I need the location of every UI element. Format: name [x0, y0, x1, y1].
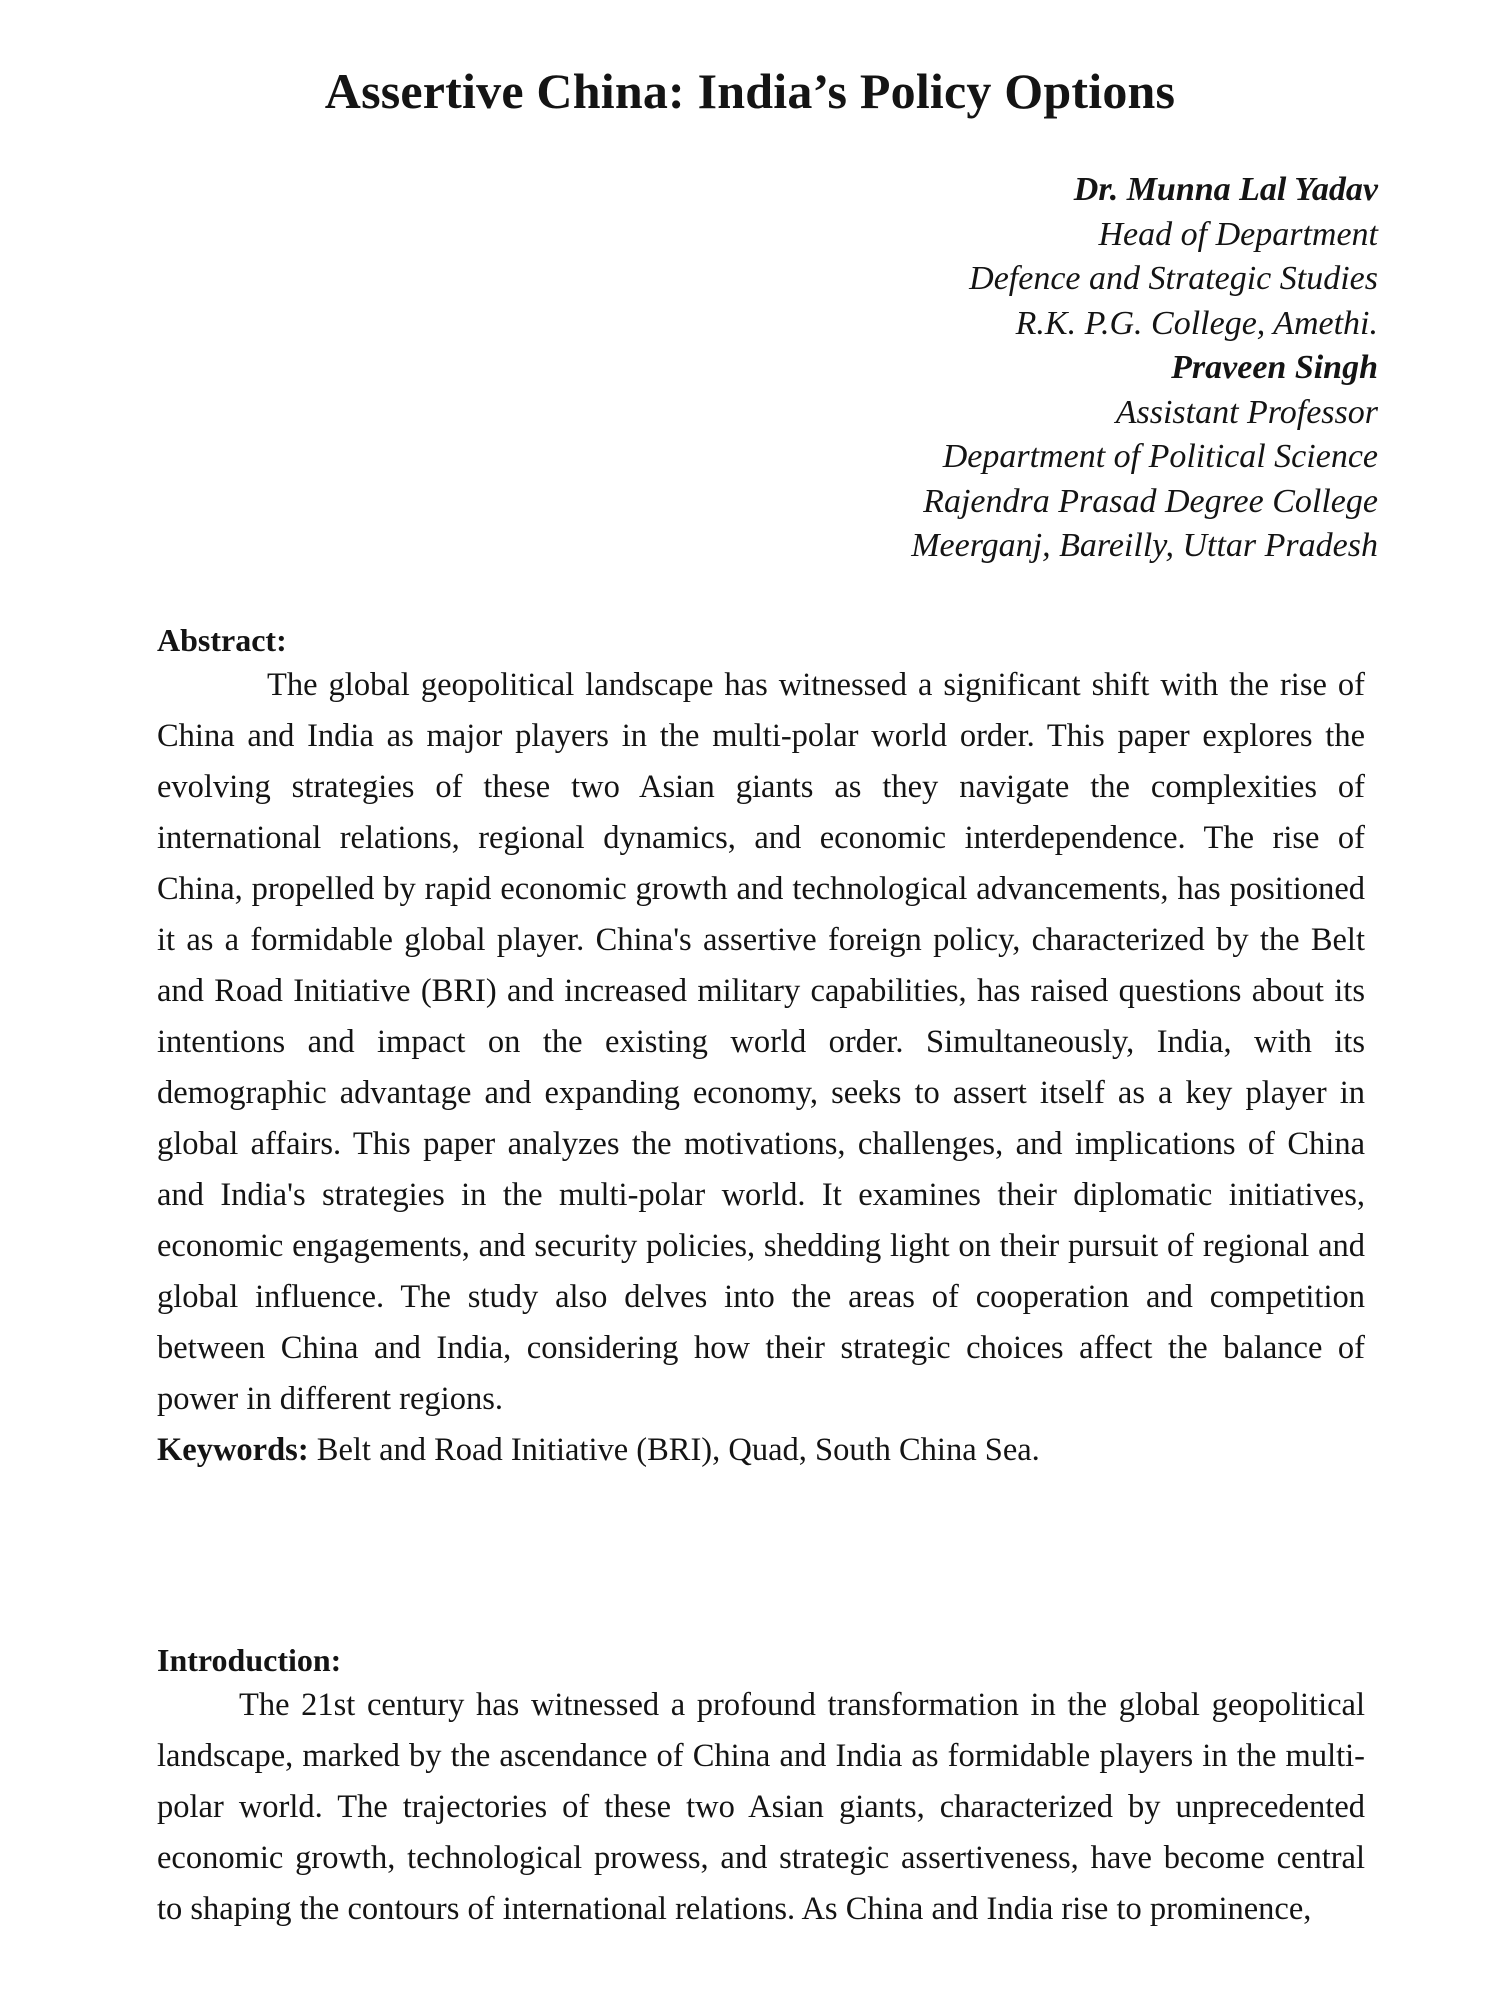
keywords-text: Belt and Road Initiative (BRI), Quad, South China Sea.: [316, 1432, 1040, 1468]
author-name: Dr. Munna Lal Yadav: [1073, 171, 1378, 208]
author-affiliation-line: Defence and Strategic Studies: [969, 260, 1378, 297]
author-affiliation-line: Head of Department: [1098, 215, 1378, 253]
author-affiliation-line: Meerganj, Bareilly, Uttar Pradesh: [911, 527, 1378, 564]
abstract-text: The global geopolitical landscape has witnessed a significant shift with the rise of China and India as major players in the multi-polar world order. This paper explores the evolving strategies of these two Asian giants as they navigate the complexities of international relations, regional dynamics, and economic interdependence. The rise of China, propelled by rapid economic growth and technological advancements, has positioned it as a formidable global player. China's assertive foreign policy, characterized by the Belt and Road Initiative (BRI) and increased military capabilities, has raised questions about its intentions and impact on the existing world order. Simultaneously, India, with its demographic advantage and expanding economy, seeks to assert itself as a key player in global affairs. This paper analyzes the motivations, challenges, and implications of China and India's strategies in the multi-polar world. It examines their diplomatic initiatives, economic engagements, and security policies, shedding light on their pursuit of regional and global influence. The study also delves into the areas of cooperation and competition between China and India, considering how their strategic choices affect the balance of power in different regions.: [157, 667, 1365, 1417]
author-affiliation-line: Rajendra Prasad Degree College: [923, 482, 1378, 520]
keywords-line: [157, 1425, 1365, 1476]
author-block: [911, 168, 1378, 569]
abstract-heading: Abstract:: [157, 622, 287, 658]
keywords-label: Keywords:: [157, 1432, 309, 1468]
paper-title: Assertive China: India’s Policy Options: [324, 63, 1176, 119]
introduction-heading: Introduction:: [157, 1642, 342, 1678]
author-affiliation-line: Assistant Professor: [1115, 393, 1378, 431]
author-affiliation-line: Department of Political Science: [942, 438, 1378, 475]
abstract-section: [157, 620, 1365, 1476]
introduction-text: The 21st century has witnessed a profound transformation in the global geopolitical landscape, marked by the ascendance of China and India as formidable players in the multi-polar world. The trajectories of these two Asian giants, characterized by unprecedented economic growth, technological prowess, and strategic assertiveness, have become central to shaping the contours of international relations. As China and India rise to prominence,: [157, 1687, 1365, 1927]
author-affiliation-line: R.K. P.G. College, Amethi.: [1015, 304, 1378, 342]
introduction-section: [157, 1640, 1365, 1935]
author-name: Praveen Singh: [1171, 349, 1378, 386]
